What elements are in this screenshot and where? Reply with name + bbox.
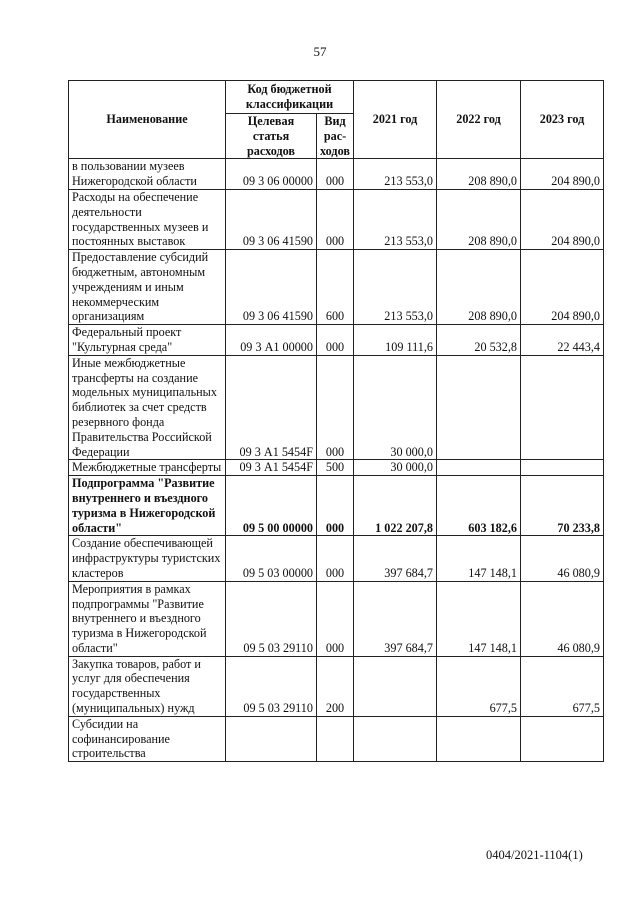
table-row [69,476,604,536]
cell-name: Иные межбюджетные трансферты на создание модельных муниципальных библиотек за счет средств резервного фонда Правительства Российской Федерации [69,355,226,460]
table-row [69,325,604,356]
cell-y2021: 397 684,7 [354,581,437,656]
cell-code: 09 3 06 00000 [226,159,317,190]
cell-y2022: 147 148,1 [437,581,521,656]
header-target: Целевая статья расходов [226,114,317,159]
table-row [69,581,604,656]
cell-name: Закупка товаров, работ и услуг для обеспечения государственных (муниципальных) нужд [69,656,226,716]
cell-y2022: 603 182,6 [437,476,521,536]
cell-y2022: 147 148,1 [437,536,521,581]
cell-vid: 500 [317,460,354,476]
cell-y2023 [521,460,604,476]
cell-y2023: 677,5 [521,656,604,716]
cell-code: 09 3 06 41590 [226,250,317,325]
table-row [69,355,604,460]
cell-code: 09 5 03 29110 [226,656,317,716]
cell-y2021: 30 000,0 [354,355,437,460]
header-name: Наименование [69,81,226,159]
table-row [69,536,604,581]
budget-table [68,80,604,762]
cell-code: 09 3 А1 00000 [226,325,317,356]
cell-y2022 [437,355,521,460]
cell-y2021: 1 022 207,8 [354,476,437,536]
cell-vid: 000 [317,189,354,249]
cell-y2022 [437,716,521,761]
cell-name: Расходы на обеспечение деятельности государственных музеев и постоянных выставок [69,189,226,249]
cell-code: 09 3 А1 5454F [226,355,317,460]
cell-y2022: 208 890,0 [437,159,521,190]
cell-vid: 000 [317,581,354,656]
cell-vid: 000 [317,476,354,536]
cell-y2023: 46 080,9 [521,581,604,656]
cell-code: 09 5 03 29110 [226,581,317,656]
cell-y2023: 46 080,9 [521,536,604,581]
cell-name: Подпрограмма "Развитие внутреннего и въездного туризма в Нижегородской области" [69,476,226,536]
cell-vid [317,716,354,761]
cell-code: 09 5 03 00000 [226,536,317,581]
cell-y2022: 208 890,0 [437,250,521,325]
header-2022: 2022 год [437,81,521,159]
cell-y2022: 20 532,8 [437,325,521,356]
cell-y2023 [521,716,604,761]
cell-name: Мероприятия в рамках подпрограммы "Развитие внутреннего и въездного туризма в Нижегородской области" [69,581,226,656]
header-kbk: Код бюджетной классификации [226,81,354,114]
cell-y2023: 204 890,0 [521,250,604,325]
cell-y2021: 213 553,0 [354,159,437,190]
cell-y2021: 109 111,6 [354,325,437,356]
cell-y2023: 70 233,8 [521,476,604,536]
cell-y2022: 208 890,0 [437,189,521,249]
table-row [69,189,604,249]
table-row [69,460,604,476]
cell-y2022 [437,460,521,476]
cell-code: 09 5 00 00000 [226,476,317,536]
cell-vid: 000 [317,536,354,581]
cell-code [226,716,317,761]
cell-y2021: 213 553,0 [354,189,437,249]
cell-y2023: 22 443,4 [521,325,604,356]
cell-y2021: 30 000,0 [354,460,437,476]
page-number: 57 [313,44,327,59]
cell-y2021 [354,656,437,716]
cell-name: Межбюджетные трансферты [69,460,226,476]
table-row [69,250,604,325]
cell-vid: 600 [317,250,354,325]
document-code: 0404/2021-1104(1) [486,848,583,862]
cell-name: Субсидии на софинансирование строительства [69,716,226,761]
cell-y2023: 204 890,0 [521,159,604,190]
cell-code: 09 3 А1 5454F [226,460,317,476]
cell-y2023 [521,355,604,460]
header-2023: 2023 год [521,81,604,159]
cell-name: Предоставление субсидий бюджетным, автономным учреждениям и иным некоммерческим организациям [69,250,226,325]
cell-y2021 [354,716,437,761]
table-row [69,159,604,190]
cell-vid: 000 [317,355,354,460]
header-2021: 2021 год [354,81,437,159]
table-row [69,716,604,761]
cell-y2021: 213 553,0 [354,250,437,325]
cell-y2021: 397 684,7 [354,536,437,581]
cell-vid: 200 [317,656,354,716]
cell-y2022: 677,5 [437,656,521,716]
cell-name: Федеральный проект "Культурная среда" [69,325,226,356]
cell-y2023: 204 890,0 [521,189,604,249]
cell-code: 09 3 06 41590 [226,189,317,249]
cell-vid: 000 [317,159,354,190]
cell-name: в пользовании музеев Нижегородской области [69,159,226,190]
table-row [69,656,604,716]
cell-name: Создание обеспечивающей инфраструктуры туристских кластеров [69,536,226,581]
cell-vid: 000 [317,325,354,356]
header-vid: Вид рас-ходов [317,114,354,159]
